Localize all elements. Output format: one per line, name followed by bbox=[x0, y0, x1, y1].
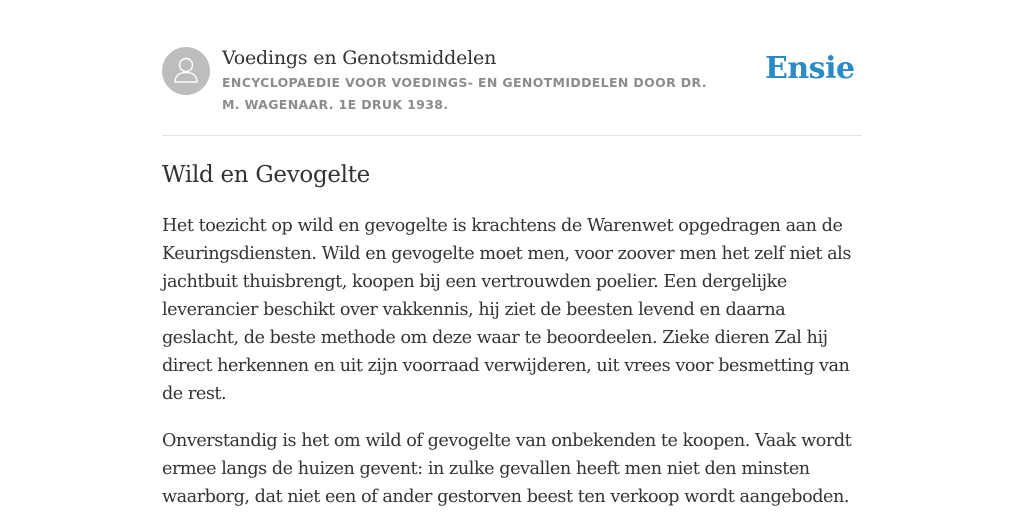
avatar[interactable] bbox=[162, 47, 210, 95]
source-header bbox=[162, 46, 862, 116]
user-icon bbox=[162, 47, 210, 95]
article-title: Wild en Gevogelte bbox=[162, 162, 370, 188]
ensie-logo[interactable]: Ensie bbox=[765, 51, 855, 86]
source-subtitle: ENCYCLOPAEDIE VOOR VOEDINGS- EN GENOTMIDDELEN DOOR DR. M. WAGENAAR. 1E DRUK 1938. bbox=[222, 75, 707, 112]
article-paragraph: Onverstandig is het om wild of gevogelte van onbekenden te koopen. Vaak wordt ermee langs de huizen gevent: in zulke gevallen heeft men niet den minsten waarborg, dat niet een of ander gestorven beest ten verkoop wordt aangeboden. bbox=[162, 431, 852, 507]
article-body bbox=[162, 212, 866, 512]
divider bbox=[162, 135, 862, 136]
source-title[interactable]: Voedings en Genotsmiddelen bbox=[222, 47, 497, 69]
article-paragraph: Het toezicht op wild en gevogelte is krachtens de Warenwet opgedragen aan de Keuringsdiensten. Wild en gevogelte moet men, voor zoover men het zelf niet als jachtbuit thuisbrengt, koopen bij een vertrouwden poelier. Een dergelijke leverancier beschikt over vakkennis, hij ziet de beesten levend en daarna geslacht, de beste methode om deze waar te beoordeelen. Zieke dieren Zal hij direct herkennen en uit zijn voorraad verwijderen, uit vrees voor besmetting van de rest. bbox=[162, 216, 851, 404]
